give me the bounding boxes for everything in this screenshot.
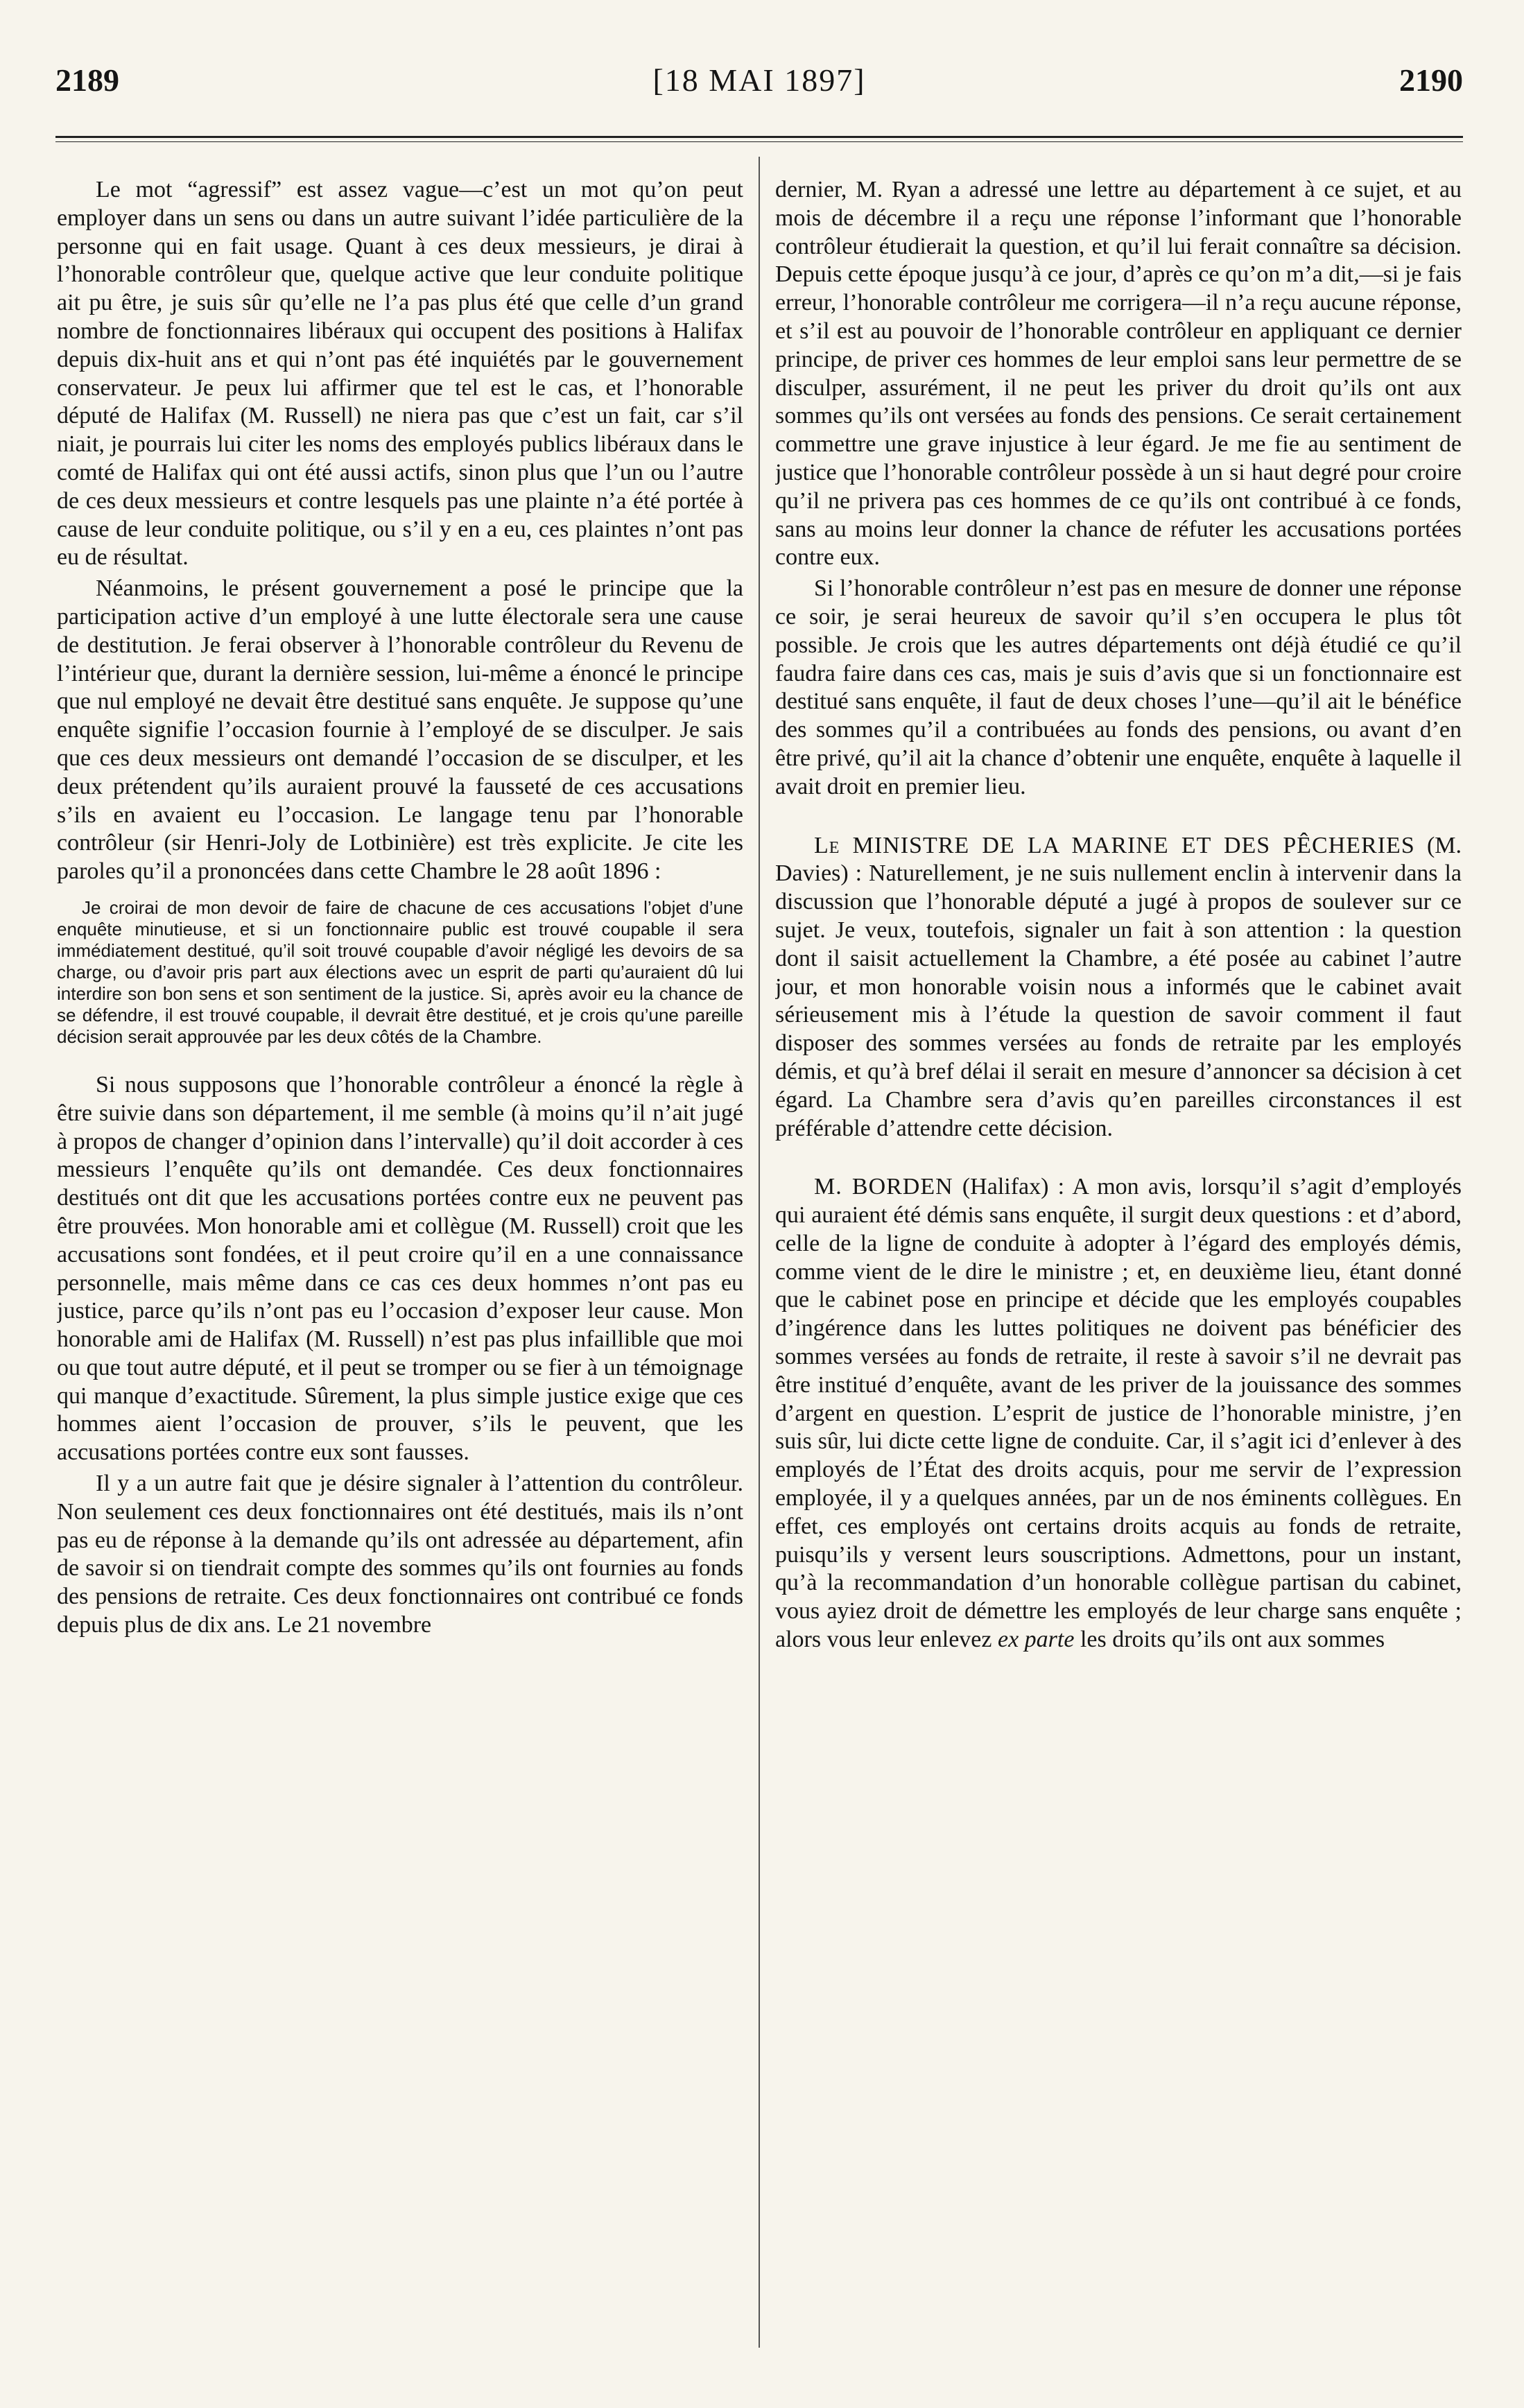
speech-borden (775, 1173, 1462, 1654)
column-separator (759, 157, 760, 2348)
paragraph: dernier, M. Ryan a adressé une lettre au département à ce sujet, et au mois de décembre il a reçu une réponse l’informant que l’honorable contrôleur étudierait la question, et qu’il lui ferait connaître sa décision. Depuis cette époque jusqu’à ce jour, d’après ce qu’on m’a dit,—si je fais erreur, l’honorable contrôleur me corrigera—il n’a reçu aucune réponse, et s’il est au pouvoir de l’honorable contrôleur en appliquant ce dernier principe, de priver ces hommes de leur emploi sans leur permettre de se disculper, assurément, il ne peut les priver du droit qu’ils ont aux sommes qu’ils ont versées au fonds des pensions. Ce serait certainement commettre une grave injustice à leur égard. Je me fie au sentiment de justice que l’honorable contrôleur possède à un si haut degré pour croire qu’il ne privera pas ces hommes de ce qu’ils ont contribué à ce fonds, sans au moins leur donner la chance de réfuter les accusations portées contre eux. (775, 177, 1462, 571)
paragraph: Si nous supposons que l’honorable contrôleur a énoncé la règle à être suivie dans son département, il me semble (à moins qu’il n’ait jugé à propos de changer d’opinion dans l’intervalle) qu’il doit accorder à ces messieurs l’enquête qu’ils ont demandée. Ces deux fonctionnaires destitués ont dit que les accusations portées contre eux ne peuvent pas être prouvées. Mon honorable ami et collègue (M. Russell) croit que les accusations sont fondées, et il peut croire qu’il en a une connaissance personnelle, mais même dans ce cas ces deux hommes n’ont pas eu justice, parce qu’ils n’ont pas eu l’occasion d’exposer leur cause. Mon honorable ami de Halifax (M. Russell) n’est pas plus infaillible que moi ou que tout autre député, et il peut se tromper ou se fier à un témoignage qui manque d’exactitude. Sûrement, la plus simple justice exige que ces hommes aient l’occasion de prouver, s’ils le peuvent, que les accusations portées contre eux sont fausses. (57, 1071, 743, 1466)
page-header (55, 60, 1463, 115)
quoted-passage: Je croirai de mon devoir de faire de chacune de ces accusations l’objet d’une enquête minutieuse, et si un fonctionnaire public est trouvé coupable il sera immédiatement destitué, qu’il soit trouvé coupable d’avoir négligé les devoirs de sa charge, ou d’avoir pris part aux élections avec un esprit de parti qu’auraient dû lui interdire son bon sens et son sentiment de la justice. Si, après avoir eu la chance de se défendre, il est trouvé coupable, il devrait être destitué, et je crois qu’une pareille décision serait approuvée par les deux côtés de la Chambre. (57, 896, 743, 1047)
header-rule-thin (55, 141, 1463, 142)
speech-davies (775, 832, 1462, 1143)
paragraph: Néanmoins, le présent gouvernement a posé le principe que la participation active d’un employé à une lutte électorale sera une cause de destitution. Je ferai observer à l’honorable contrôleur du Revenu de l’intérieur que, durant la dernière session, lui-même a énoncé le principe que nul employé ne devait être destitué sans enquête. Je suppose qu’une enquête signifie l’occasion fournie à l’employé de se disculper. Je sais que ces deux messieurs ont demandé l’occasion de se disculper, et les deux prétendent qu’ils auraient prouvé la fausseté de ces accusations s’ils en avaient eu l’occasion. Le langage tenu par l’honorable contrôleur (sir Henri-Joly de Lotbinière) est très explicite. Je cite les paroles qu’il a prononcées dans cette Chambre le 28 août 1896 : (57, 575, 743, 885)
page-number-left: 2189 (55, 62, 119, 98)
header-rule-thick (55, 136, 1463, 138)
speaker-riding: (M. Davies) : (775, 832, 1462, 887)
speaker-name: Le MINISTRE DE LA MARINE ET DES PÊCHERIES (814, 832, 1415, 858)
speech-italic: ex parte (998, 1627, 1075, 1653)
page-number-right: 2190 (1399, 62, 1463, 98)
paragraph: Le mot “agressif” est assez vague—c’est un mot qu’on peut employer dans un sens ou dans un autre suivant l’idée particulière de la personne qui en fait usage. Quant à ces deux messieurs, je dirai à l’honorable contrôleur que, quelque active que leur conduite politique ait pu être, je suis sûr qu’elle ne l’a pas plus été que celle d’un grand nombre de fonctionnaires libéraux qui occupent des positions à Halifax depuis dix-huit ans et qui n’ont pas été inquiétés par le gouvernement conservateur. Je peux lui affirmer que tel est le cas, et l’honorable député de Halifax (M. Russell) ne niera pas que c’est un fait, car s’il niait, je pourrais lui citer les noms des employés publics libéraux dans le comté de Halifax qui ont été aussi actifs, sinon plus que l’un ou l’autre de ces deux messieurs et contre lesquels pas une plainte n’a été portée à cause de leur conduite politique, ou s’il y en a eu, ces plaintes n’ont pas eu de résultat. (57, 177, 743, 571)
speech-text: Naturellement, je ne suis nullement enclin à intervenir dans la discussion que l’honorable député a jugé à propos de soulever sur ce sujet. Je veux, toutefois, signaler un fait à son attention : la question dont il saisit actuellement la Chambre, a été posée au cabinet l’autre jour, et mon honorable voisin nous a informés que le cabinet avait sérieusement mis à l’étude la question de savoir comment il faut disposer des sommes versées au fonds de retraite par les employés démis, et qu’à bref délai il serait en mesure d’annoncer sa décision à cet égard. La Chambre sera d’avis qu’en pareilles circonstances il est préférable d’attendre cette décision. (775, 860, 1462, 1141)
speech-text: A mon avis, lorsqu’il s’agit d’employés qui auraient été démis sans enquête, il surgit deux questions : et d’abord, celle de la ligne de conduite à adopter à l’égard des employés démis, comme vient de le dire le ministre ; et, en deuxième lieu, étant donné que le cabinet pose en principe et décide que les employés coupables d’ingérence dans les luttes politiques ne doivent pas bénéficier des sommes versées au fonds de retraite, il reste à savoir s’il ne devrait pas être institué d’enquête, avant de les priver de la jouissance des sommes d’argent en question. L’esprit de justice de l’honorable ministre, j’en suis sûr, lui dicte cette ligne de conduite. Car, il s’agit ici d’enlever à des employés de l’État des droits acquis, pour me servir de l’expression employée, il y a quelques années, par un de nos éminents collègues. En effet, ces employés ont certains droits acquis au fonds de retraite, puisqu’ils y versent leurs souscriptions. Admettons, pour un instant, qu’à la recommandation d’un honorable collègue partisan du cabinet, vous ayiez droit de démettre les employés de leur charge sans enquête ; alors vous leur enlevez (775, 1174, 1462, 1653)
speaker-riding: (Halifax) : (962, 1174, 1065, 1200)
speaker-name: M. BORDEN (814, 1174, 953, 1200)
paragraph: Il y a un autre fait que je désire signaler à l’attention du contrôleur. Non seulement ces deux fonctionnaires ont été destitués, mais ils n’ont pas eu de réponse à la demande qu’ils ont adressée au département, afin de savoir si on tiendrait compte des sommes qu’ils ont fournies au fonds des pensions de retraite. Ces deux fonctionnaires ont contribué ce fonds depuis plus de dix ans. Le 21 novembre (57, 1471, 743, 1638)
speech-text-end: les droits qu’ils ont aux sommes (1080, 1627, 1385, 1653)
right-column (775, 176, 1462, 2346)
left-column (57, 176, 743, 2346)
paragraph: Si l’honorable contrôleur n’est pas en mesure de donner une réponse ce soir, je serai heureux de savoir qu’il s’en occupera le plus tôt possible. Je crois que les autres départements ont déjà étudié ce qu’il faudra faire dans ces cas, mais je suis d’avis que si un fonctionnaire est destitué sans enquête, il faut de deux choses l’une—qu’il ait le bénéfice des sommes qu’il a contribuées au fonds des pensions, ou avant d’en être privé, qu’il ait la chance d’obtenir une enquête, enquête à laquelle il avait droit en premier lieu. (775, 575, 1462, 799)
header-date: [18 MAI 1897] (652, 62, 866, 98)
